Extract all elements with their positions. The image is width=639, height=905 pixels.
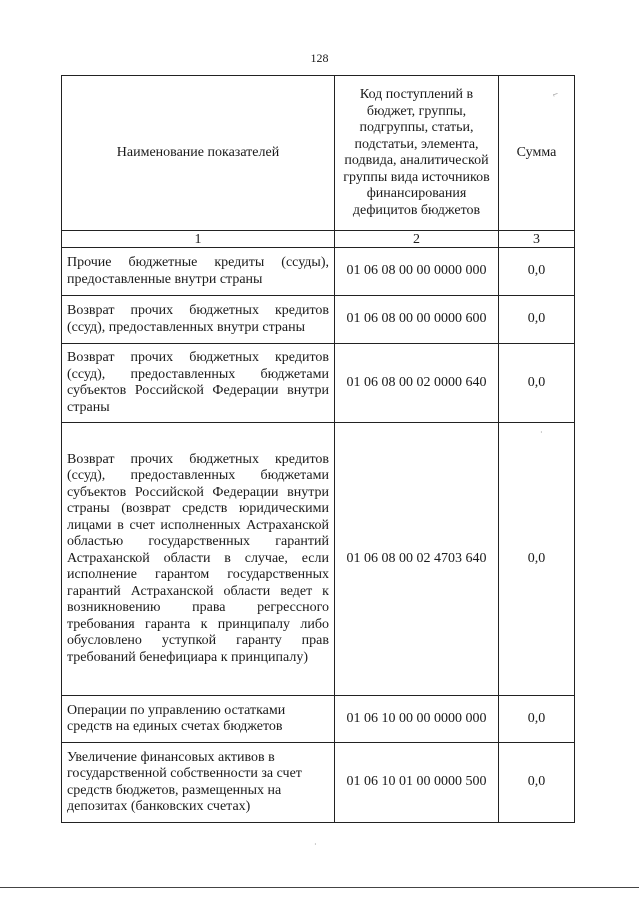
row-sum: 0,0 <box>499 423 575 696</box>
row-name: Увеличение финансовых активов в государственной собственности за счет средств бюджетов, размещенных на депозитах (банковских счетах) <box>62 743 335 823</box>
table-row <box>62 423 575 696</box>
row-sum: 0,0 <box>499 743 575 823</box>
row-code: 01 06 10 00 00 0000 000 <box>335 696 499 743</box>
column-number: 2 <box>335 231 499 248</box>
column-number-row <box>62 231 575 248</box>
row-sum: 0,0 <box>499 248 575 296</box>
scan-edge-line <box>0 887 639 888</box>
row-name: Операции по управлению остатками средств на единых счетах бюджетов <box>62 696 335 743</box>
table-row <box>62 248 575 296</box>
table-row <box>62 344 575 423</box>
row-code: 01 06 10 01 00 0000 500 <box>335 743 499 823</box>
scan-mark: · <box>314 840 317 849</box>
table-header-row <box>62 76 575 231</box>
row-sum: 0,0 <box>499 344 575 423</box>
header-name: Наименование показателей <box>62 76 335 231</box>
budget-sources-table <box>61 75 575 823</box>
column-number: 1 <box>62 231 335 248</box>
row-code: 01 06 08 00 02 4703 640 <box>335 423 499 696</box>
table-row <box>62 296 575 344</box>
header-sum: Сумма <box>499 76 575 231</box>
column-number: 3 <box>499 231 575 248</box>
row-name: Возврат прочих бюджетных кредитов (ссуд), предоставленных внутри страны <box>62 296 335 344</box>
row-code: 01 06 08 00 02 0000 640 <box>335 344 499 423</box>
scan-mark: · <box>540 428 543 437</box>
table-row <box>62 696 575 743</box>
row-name: Возврат прочих бюджетных кредитов (ссуд), предоставленных бюджетами субъектов Российской Федерации внутри страны <box>62 344 335 423</box>
row-code: 01 06 08 00 00 0000 600 <box>335 296 499 344</box>
table-row <box>62 743 575 823</box>
row-name: Возврат прочих бюджетных кредитов (ссуд), предоставленных бюджетами субъектов Российской Федерации внутри страны (возврат средств юридическими лицами в счет исполненных Астраханской областью государственных гарантий Астраханской области в случае, если исполнение гарантом государственных гарантий Астраханской области ведет к возникновению права регрессного требования гаранта к принципалу либо обусловлено уступкой гаранту прав требований бенефициара к принципалу) <box>62 423 335 696</box>
row-sum: 0,0 <box>499 696 575 743</box>
row-sum: 0,0 <box>499 296 575 344</box>
row-name: Прочие бюджетные кредиты (ссуды), предоставленные внутри страны <box>62 248 335 296</box>
row-code: 01 06 08 00 00 0000 000 <box>335 248 499 296</box>
header-code: Код поступлений в бюджет, группы, подгруппы, статьи, подстатьи, элемента, подвида, аналитической группы вида источников финансирования дефицитов бюджетов <box>335 76 499 231</box>
page-number: 128 <box>310 51 329 65</box>
scan-mark: ⌐ <box>552 88 560 100</box>
